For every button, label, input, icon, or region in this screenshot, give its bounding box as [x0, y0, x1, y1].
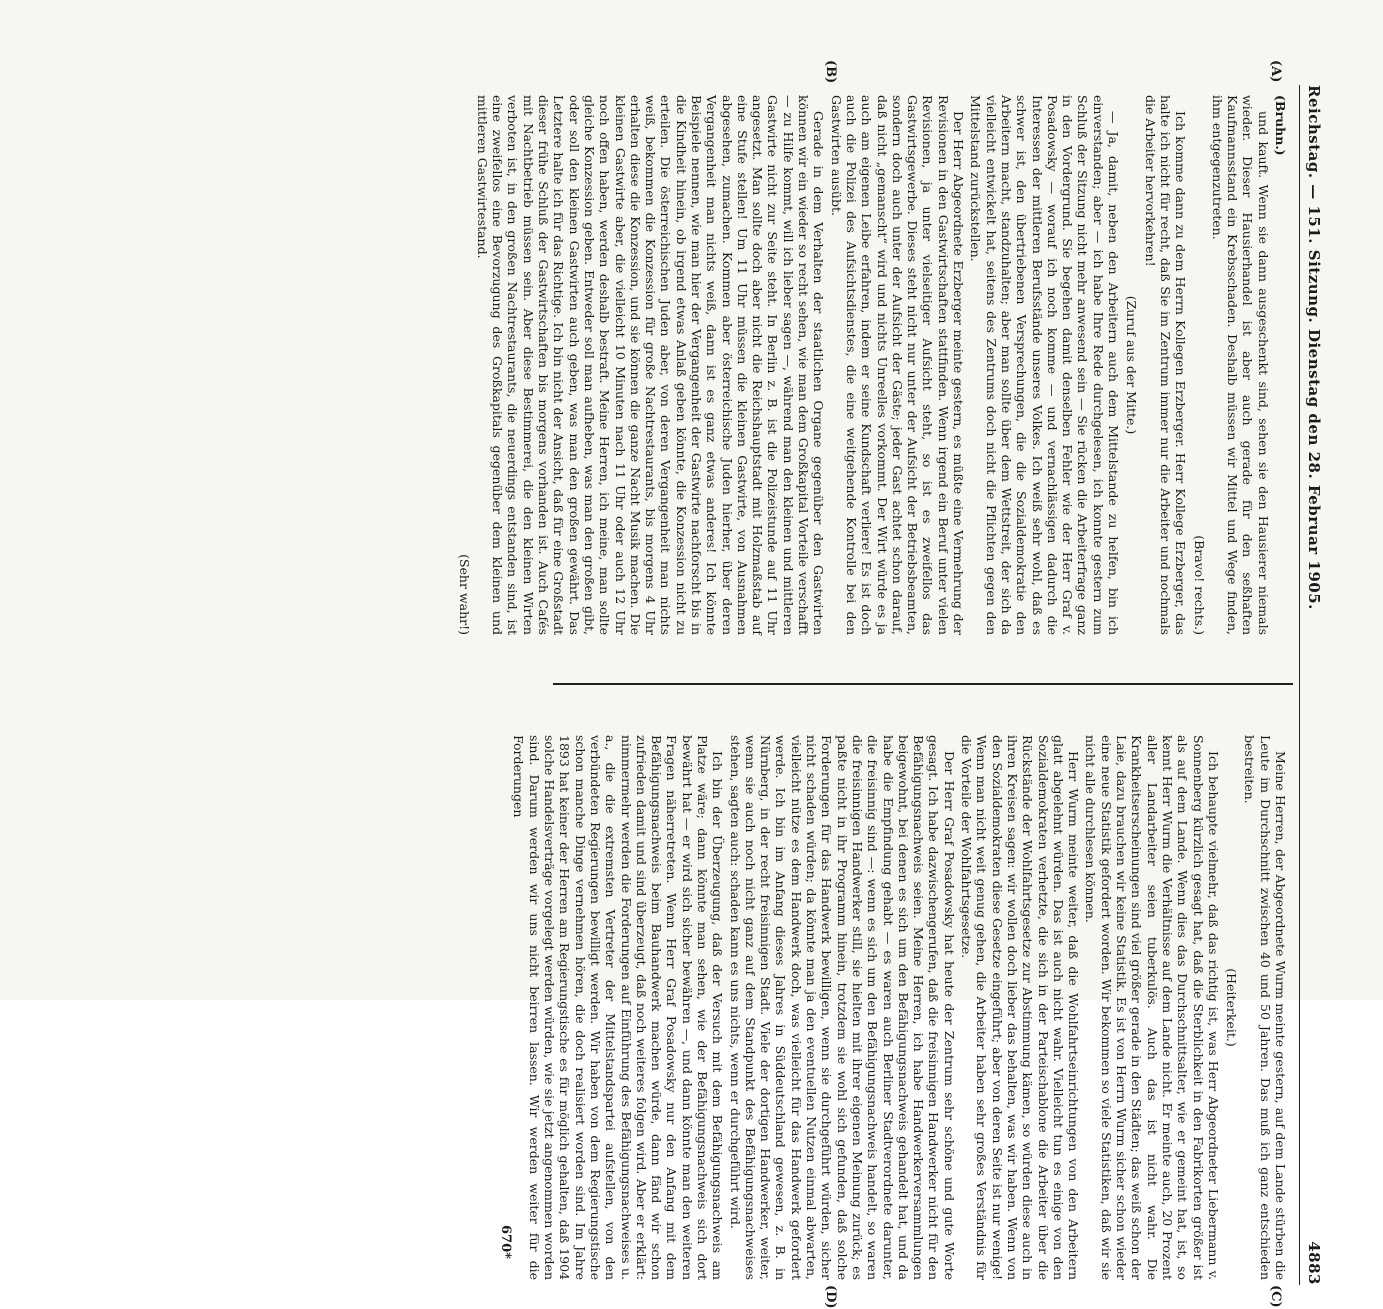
margin-marker-a: (A) [1268, 60, 1283, 83]
paragraph: Ich komme dann zu dem Herrn Kollegen Erzberger. Herr Kollege Erzberger, das halte ich nicht für recht, daß Sie im Zentrum immer nur die Arbeiter und nochmals die Arbeiter hervorkehren! [1142, 95, 1189, 635]
paragraph: Herr Wurm meinte weiter, daß die Wohlfahrtseinrichtungen von den Arbeitern glatt abgelehnt würden. Das ist auch nicht wahr. Vielleicht tun es einige von den Sozialdemokraten verhetzte, die sich in der Parteischablone die Arbeiter über die Rückstände der Wohlfahrtsgesetze zur Abstimmung kämen, so würden diese auch in ihren Kreisen sagen: wir wollen doch lieber das behalten, was wir haben. Wenn von den Sozialdemokraten diese Gesetze eingeführt; aber von deren Seite ist nur wenige! Wenn man nicht weit genug gehen, die Arbeiter haben sehr großes Verständnis für die Vorteile der Wohlfahrtsgesetze. [959, 735, 1082, 1280]
header-title: Reichstag. — 151. Sitzung. Dienstag den 28. Februar 1905. [1305, 85, 1323, 610]
folio-number: 670* [498, 1225, 513, 1259]
page-header [1299, 85, 1328, 1285]
interjection: (Zuruf aus der Mitte.) [1124, 295, 1140, 435]
paragraph: Ich bin der Überzeugung, daß der Versuch mit dem Befähigungsnachweis am Platze wäre; dann könnte man sehen, wie der Befähigungsnachweis sich dort bewährt hat — er wird sich sicher bewähren —, und dann könnte man den weiteren Fragen näherretreten. Wenn Herr Graf Posadowsky nur den Anfang mit dem Befähigungsnachweis beim Bauhandwerk machen würde, dann fänd wir schon zufrieden damit und sind überzeugt, daß noch weiteres folgen wird. Aber er erklärt: nimmermehr werden die Forderungen auf Einführung des Befähigungsnachweises u. a., die die extremsten Vertreter der Mittelstandspartei aufstellen, von den verbündeten Regierungen bewilligt werden. Wir haben von dem Regierungstische schon manche Dinge vernehmen hören, die doch realisiert worden sind. Im Jahre 1893 hat keiner der Herren am Regierungstische es für möglich gehalten, daß 1904 solche Handelsverträge vorgelegt werden würden, wie sie jetzt angenommen worden sind. Darum werden wir uns nicht beirren lassen. Wir werden weiter für die Forderungen [511, 735, 726, 1280]
paragraph: Der Herr Graf Posadowsky hat heute der Zentrum sehr schöne und gute Worte gesagt. Ich habe dazwischengerufen, daß die freisinnigen Handwerker nicht für den Befähigungsnachweis seien. Meine Herren, ich habe Handwerkerversammlungen beigewohnt, bei denen es sich um den Befähigungsnachweis gehandelt hat, und da habe die Empfindung gehabt — es waren auch Berliner Stadtverordnete darunter, die freisinnig sind —: wenn es sich um den Befähigungsnachweis handelt, so waren die freisinnigen Handwerker still, sie hielten mit ihrer eigenen Meinung zurück; es paßte nicht in ihr Programm hinein, trotzdem sie wohl sich gefunden, daß solche Forderungen für das Handwerk bewilligen, wenn sie durchgeführt würden, sicher nicht schaden würden; da könnte man ja den eventuellen Nutzen einmal abwarten, vielleicht nütze es dem Handwerk doch, was vielleicht für das Handwerk gefordert werde. Ich bin im Anfang dieses Jahres in Süddeutschland gewesen, z. B. in Nürnberg, in der recht freisinnigen Stadt. Viele der dortigen Handwerker, weiter, wenn sie auch noch nicht ganz auf dem Standpunkt des Befähigungsnachweises stehen, sagten auch: schaden kann es uns nichts, wenn er durchgeführt wird. [727, 735, 957, 1280]
margin-marker-c: (C) [1268, 1285, 1283, 1308]
paragraph: Der Herr Abgeordnete Erzberger meinte gestern, es müßte eine Vermehrung der Revisionen in den Gastwirtschaften stattfinden. Wenn irgend ein Beruf unter vielen Revisionen, ja unter vielseitiger Aufsicht steht, so ist es zweifellos das Gastwirtsgewerbe. Dieses steht nicht nur unter der Aufsicht der Betriebsbeamten, sondern doch auch unter der Aufsicht der Gäste; jeder Gast achtet schon darauf, daß nicht „gemanscht“ wird und nichts Unreelles vorkommt. Der Wirt würde es ja auch am eigenen Leibe erfahren, indem er seine Kundschaft verliere! Es ist doch auch die Polizei des Aufsichtsdienstes, die eine weitgehende Kontrolle bei den Gastwirten ausübt. [828, 95, 967, 635]
margin-marker-b: (B) [823, 60, 838, 84]
paragraph: — Ja, damit, neben den Arbeitern auch dem Mittelstande zu helfen, bin ich einverstanden; aber — ich habe Ihre Rede durchgelesen, ich konnte gestern zum Schluß der Sitzung nicht mehr anwesend sein — Sie rücken die Arbeiterfrage ganz in den Vordergrund. Sie begehen damit denselben Fehler wie der Herr Graf v. Posadowsky — worauf ich noch komme — und vernachlässigen dadurch die Interessen der mittleren Berufsstände unseres Volkes. Ich weiß sehr wohl, daß es schwer ist, den übertriebenen Versprechungen, die die Sozialdemokratie den Arbeitern macht, standzuhalten; aber man sollte über dem Wettstreit, der sich da vielleicht entwickelt hat, seitens des Zentrums doch nicht die Pflichten gegen den Mittelstand zurückstellen. [968, 95, 1122, 635]
interjection: (Heiterkeit.) [1224, 968, 1240, 1047]
paragraph: Gerade in dem Verhalten der staatlichen Organe gegenüber den Gastwirten können wir ein wieder so recht sehen, wie man dem Großkapital Vorteile verschafft — zu Hilfe kommt, will ich lieber sagen —, während man den kleinen und mittleren Gastwirte nicht zur Seite steht. In Berlin z. B. ist die Polizeistunde auf 11 Uhr angesetzt. Man sollte doch aber nicht die Reichshauptstadt mit Holzmaßstab auf eine Stufe stellen! Um 11 Uhr müssen die kleinen Gastwirte, von Ausnahmen abgesehen, zumachen. Kommen aber österreichische Juden hierher, über deren Vergangenheit man nichts weiß, dann ist es ganz etwas anderes! Ich könnte Beispiele nennen, wie man hier der Vergangenheit der Gastwirte nachforscht bis in die Kindheit hinein, ob irgend etwas Anlaß geben könnte, die Konzession nicht zu erteilen. Die österreichischen Juden aber, von deren Vergangenheit man nichts weiß, bekommen die Konzession für große Nachtrestaurants, bis morgens 4 Uhr erhalten diese die Konzession, und sie können die ganze Nacht Musik machen. Die kleinen Gastwirte aber, die vielleicht 10 Minuten nach 11 Uhr oder auch 12 Uhr noch offen haben, werden deshalb bestraft. Meine Herren, ich meine, man sollte gleiche Konzession geben. Entweder soll man aufheben, was man den großen gibt, oder soll den kleinen Gastwirten auch geben, was man den großen gewährt. Das Letztere halte ich für das Richtige. Ich bin nicht der Ansicht, daß für eine Großstadt dieser frühe Schluß der Gastwirtschaften bis morgens vorhanden ist. Auch Cafés mit Nachtbetrieb müssen sein. Aber diese Bestimmerei, die den kleinen Wirten verboten ist, in den großen Nachtrestaurants, die neuerdings entstanden sind, ist eine zweifellos eine Bevorzugung des Großkapitals gegenüber dem kleinen und mittleren Gastwirtestand. [474, 95, 827, 635]
margin-marker-d: (D) [823, 1285, 838, 1309]
right-column [509, 735, 1288, 1280]
paragraph: Meine Herren, der Abgeordnete Wurm meinte gestern, auf dem Lande stürben die Leute im Durchschnitt zwischen 40 und 50 Jahren. Das muß ich ganz entschieden bestreiten. [1242, 735, 1288, 1280]
header-page-number: 4883 [1305, 1241, 1323, 1285]
interjection: (Bravo! rechts.) [1191, 535, 1207, 635]
paragraph: und kauft. Wenn sie dann ausgeschenkt sind, sehen sie den Hausierer niemals wieder. Dieser Hausierhandel ist aber auch gerade für den seßhaften Kaufmannsstand ein Krebsschaden. Deshalb müssen wir Mittel und Wege finden, ihm entgegenzutreten. [1209, 95, 1271, 635]
column-divider [553, 683, 1293, 685]
paragraph: Ich behaupte vielmehr, daß das richtig ist, was Herr Abgeordneter Liebermann v. Sonnenberg kürzlich gesagt hat, daß die Sterblichkeit in den Fabrikorten größer ist als auf dem Lande. Wenn dies das Durchschnittsalter, wie er gemeint hat, ist, so kennt Herr Wurm die Verhältnisse auf dem Lande nicht. Er meinte auch, 20 Prozent aller Landarbeiter seien tuberkulös. Auch das ist nicht wahr. Die Krankheitserscheinungen sind viel größer gerade in den Städten; das weiß schon der Laie, dazu brauchen wir keine Statistik. Es ist von Herrn Wurm sicher schon wieder eine neue Statistik gefordert worden. Wir bekommen so viele Statistiken, daß wir sie nicht alle durchlesen können. [1083, 735, 1221, 1280]
speaker-name: (Bruhn.) [1273, 95, 1288, 156]
interjection: (Sehr wahr!) [456, 554, 472, 635]
left-column [453, 95, 1288, 635]
